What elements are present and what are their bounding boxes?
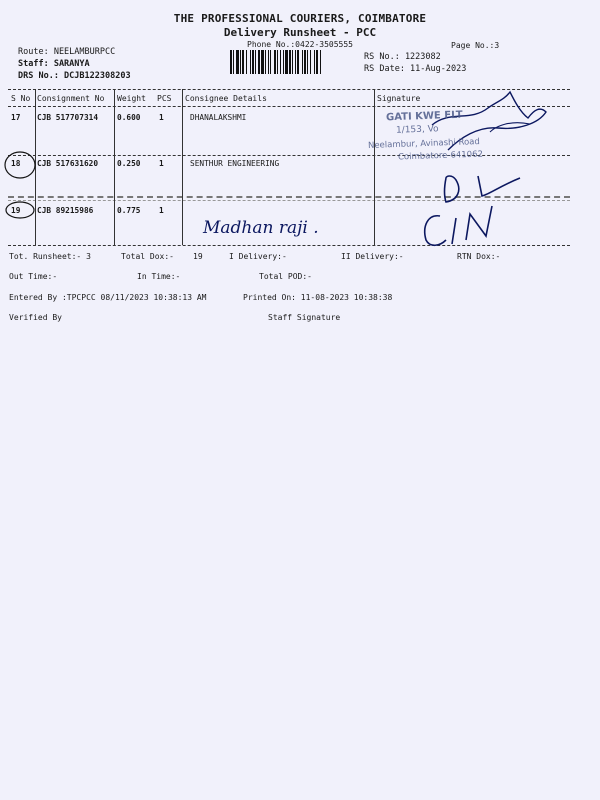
- out-time: Out Time:-: [9, 272, 58, 281]
- tot-runsheet: Tot. Runsheet:- 3: [9, 252, 91, 261]
- rtn-dox: RTN Dox:-: [457, 252, 501, 261]
- drs-number: DRS No.: DCJB122308203: [18, 71, 131, 81]
- row-weight: 0.250: [117, 159, 141, 168]
- stamp-line: Coimbatore-641062: [397, 149, 484, 163]
- row-pcs: 1: [159, 113, 164, 122]
- circle-mark-19: [6, 202, 34, 218]
- stamp-line: Neelambur, Avinashi Road: [367, 137, 481, 151]
- row-pcs: 1: [159, 159, 164, 168]
- row-consignee: SENTHUR ENGINEERING: [190, 159, 280, 168]
- row-weight: 0.600: [117, 113, 141, 122]
- verified-by: Verified By: [9, 313, 62, 322]
- signature-scrawl-17b: [490, 123, 530, 132]
- row-consignment: CJB 517707314: [37, 113, 99, 122]
- circle-mark-18: [5, 152, 35, 178]
- entered-by: Entered By :TPCPCC 08/11/2023 10:38:13 AM: [9, 293, 207, 302]
- printed-on: Printed On: 11-08-2023 10:38:38: [243, 293, 393, 302]
- signature-scrawl-19: [425, 206, 492, 245]
- signature-scrawl-18: [445, 176, 521, 202]
- col-header-sno: S No: [11, 94, 31, 103]
- row-weight: 0.775: [117, 206, 141, 215]
- total-dox-label: Total Dox:-: [121, 252, 174, 261]
- row-sno: 19: [11, 206, 21, 215]
- page-number: Page No.:3: [451, 41, 500, 50]
- rs-number: RS No.: 1223082: [364, 52, 441, 62]
- col-header-pcs: PCS: [157, 94, 172, 103]
- total-dox-value: 19: [193, 252, 203, 261]
- phone-number: Phone No.:0422-3505555: [247, 40, 353, 49]
- col-header-signature: Signature: [377, 94, 421, 103]
- row-pcs: 1: [159, 206, 164, 215]
- total-pod: Total POD:-: [259, 272, 312, 281]
- stamp-line: 1/153, Vo: [395, 124, 439, 136]
- runsheet-title: Delivery Runsheet - PCC: [223, 26, 377, 39]
- route-label: Route: NEELAMBURPCC: [18, 47, 116, 57]
- staff-label: Staff: SARANYA: [18, 59, 90, 69]
- in-time: In Time:-: [137, 272, 181, 281]
- row-consignee: DHANALAKSHMI: [190, 113, 247, 122]
- row-sno: 17: [11, 113, 21, 122]
- col-header-consignment: Consignment No: [37, 94, 105, 103]
- row-consignment: CJB 517631620: [37, 159, 99, 168]
- col-header-consignee: Consignee Details: [185, 94, 267, 103]
- company-title: THE PROFESSIONAL COURIERS, COIMBATORE: [173, 12, 427, 25]
- col-header-weight: Weight: [117, 94, 146, 103]
- row-consignment: CJB 89215986: [37, 206, 94, 215]
- staff-signature: Staff Signature: [268, 313, 341, 322]
- i-delivery: I Delivery:-: [229, 252, 287, 261]
- rs-date: RS Date: 11-Aug-2023: [364, 64, 467, 74]
- handwritten-receiver-name: Madhan raji .: [203, 218, 319, 238]
- stamp-line: GATI KWE FLT: [385, 109, 463, 124]
- row-sno: 18: [11, 159, 21, 168]
- ii-delivery: II Delivery:-: [341, 252, 404, 261]
